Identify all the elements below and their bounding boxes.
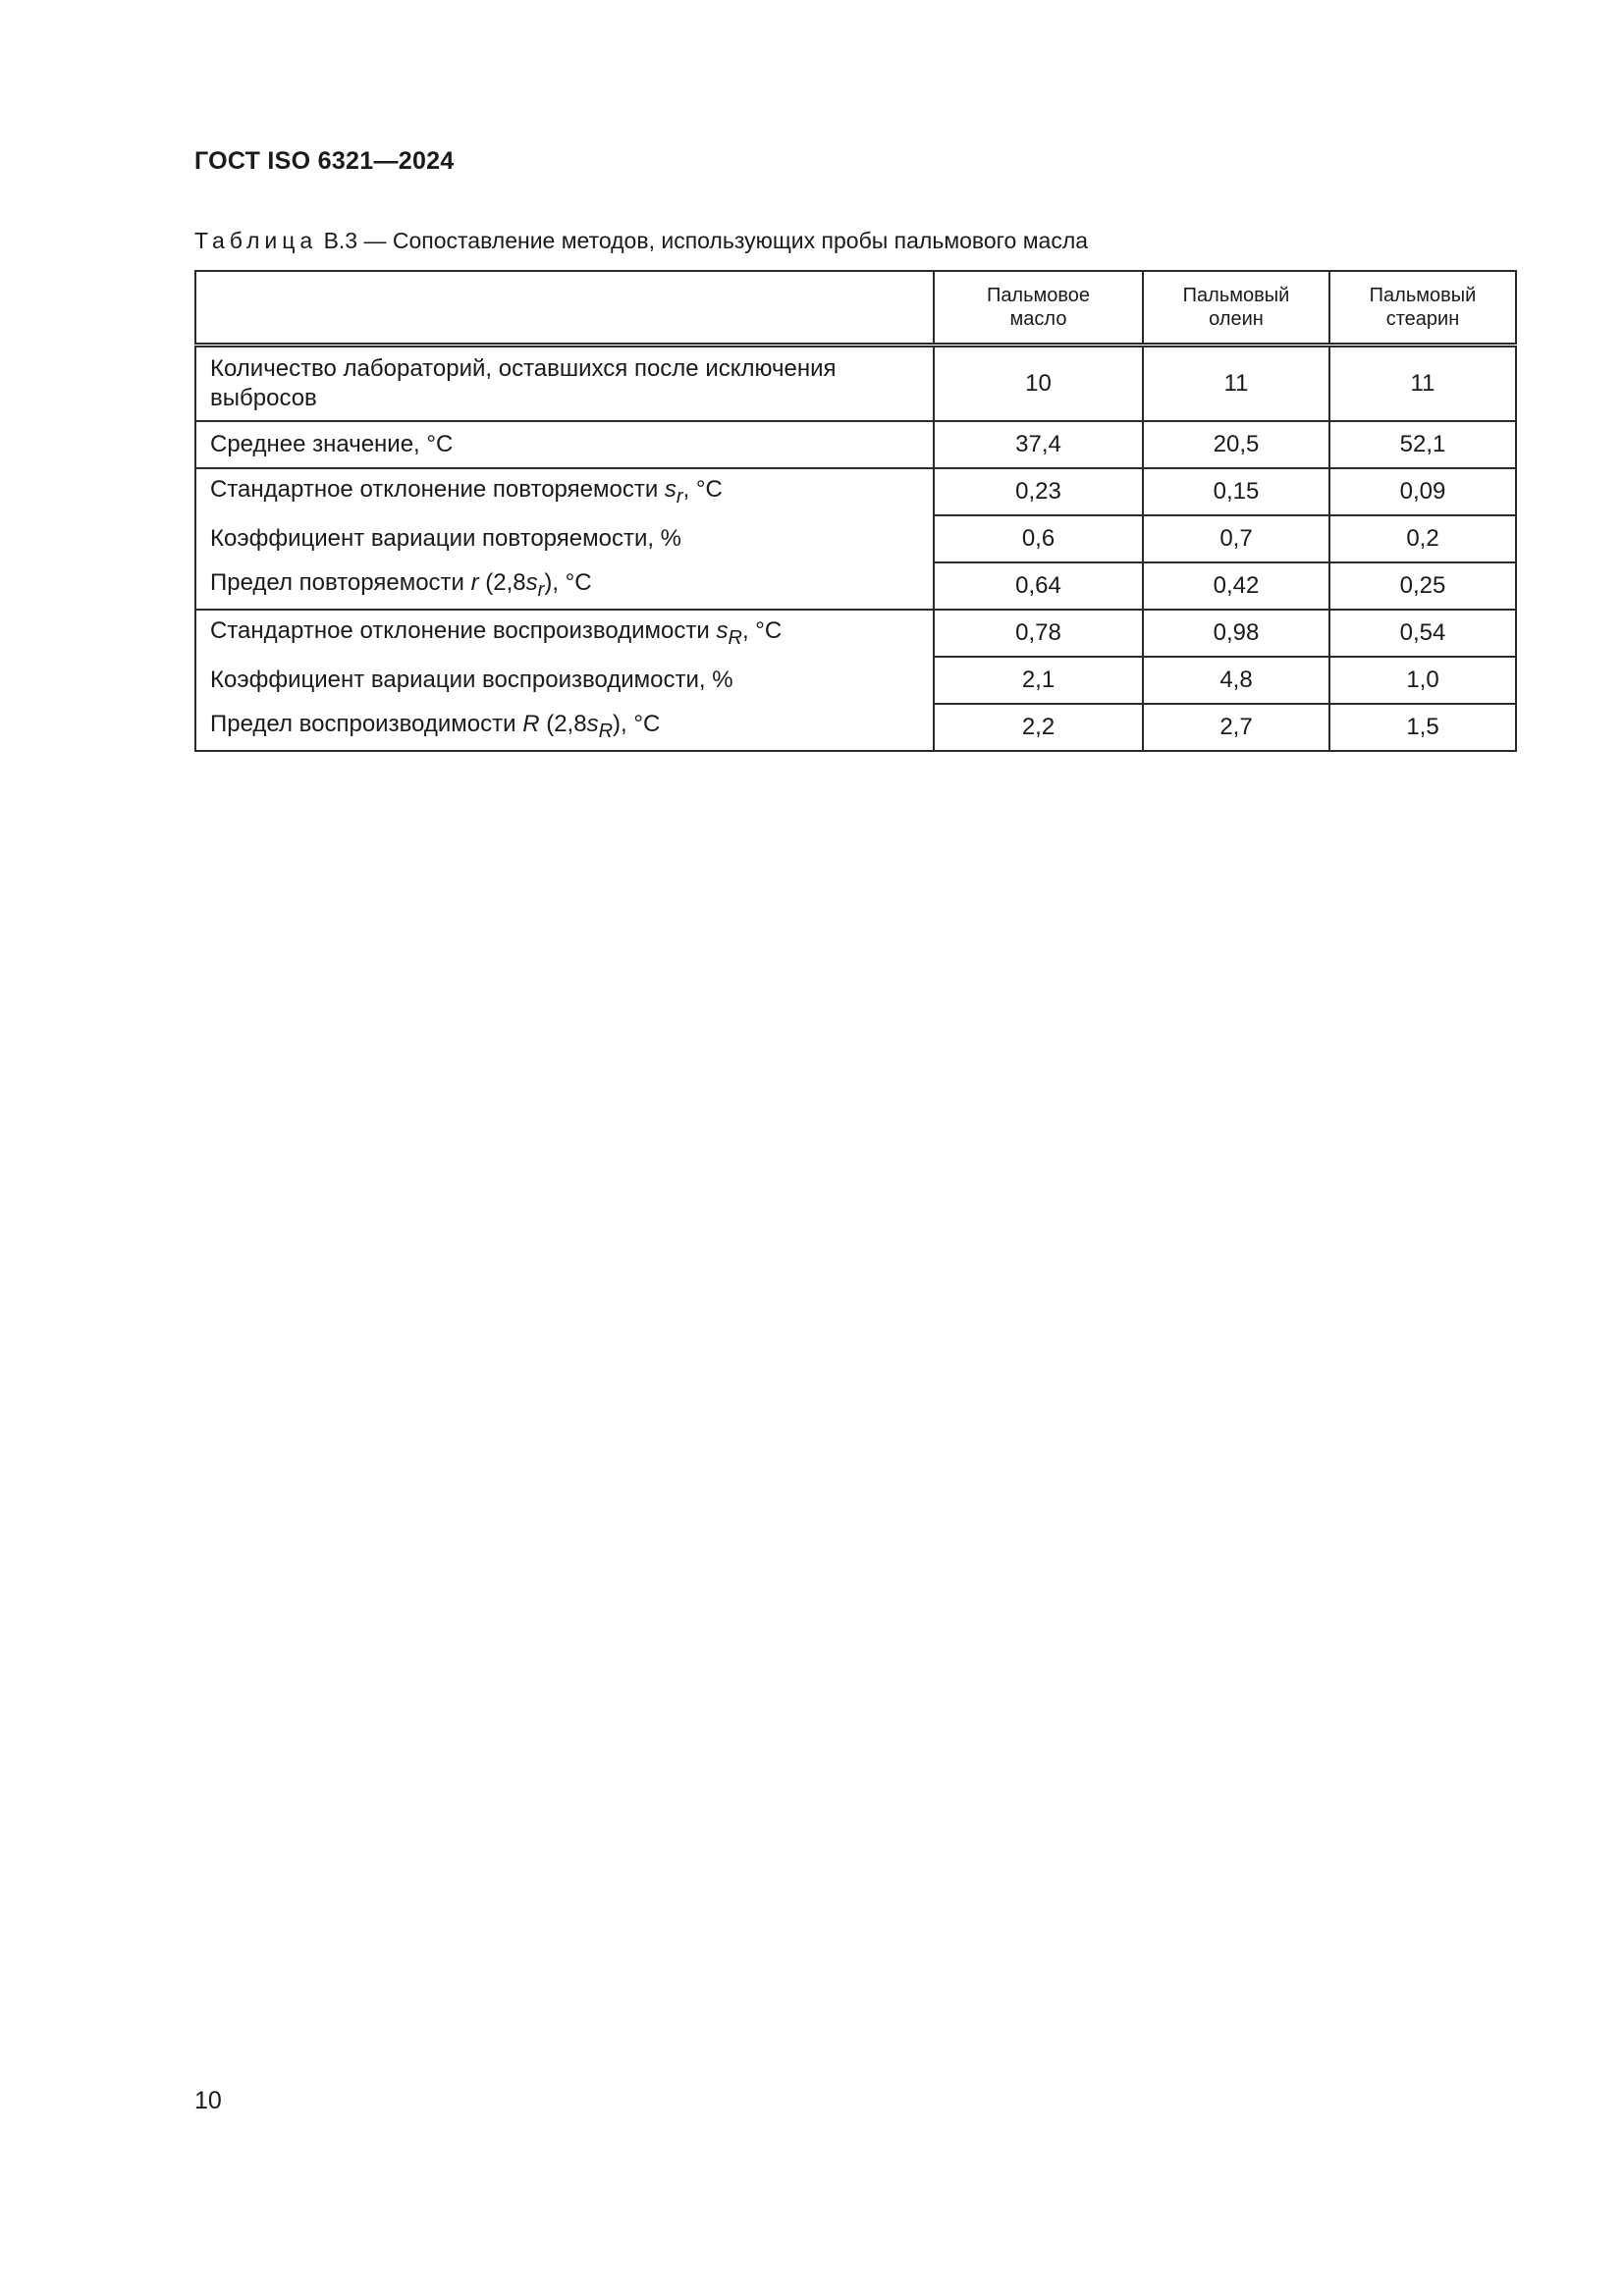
row-label-repeatability-cv: Коэффициент вариации повторяемости, % xyxy=(195,515,934,562)
table-cell: 0,42 xyxy=(1143,562,1329,610)
table-cell: 0,64 xyxy=(934,562,1143,610)
table-caption-label: Таблица xyxy=(194,228,318,253)
table-row xyxy=(195,515,1516,562)
table-header-row xyxy=(195,271,1516,346)
table-row xyxy=(195,421,1516,468)
header-cell-parameter xyxy=(195,271,934,346)
table-cell: 2,2 xyxy=(934,704,1143,751)
table-cell: 0,7 xyxy=(1143,515,1329,562)
row-label-reproducibility-sd: Стандартное отклонение воспроизводимости $s_R$, °C xyxy=(195,610,934,657)
table-row xyxy=(195,657,1516,704)
table-cell: 10 xyxy=(934,346,1143,422)
table-cell: 0,09 xyxy=(1329,468,1516,515)
table-cell: 37,4 xyxy=(934,421,1143,468)
table-cell: 2,1 xyxy=(934,657,1143,704)
table-cell: 2,7 xyxy=(1143,704,1329,751)
table-row xyxy=(195,610,1516,657)
table-row xyxy=(195,704,1516,751)
header-cell-palm-oil: Пальмовое масло xyxy=(934,271,1143,346)
table-cell: 0,23 xyxy=(934,468,1143,515)
document-header: ГОСТ ISO 6321—2024 xyxy=(194,147,455,175)
row-label-mean: Среднее значение, °C xyxy=(195,421,934,468)
table-cell: 0,15 xyxy=(1143,468,1329,515)
comparison-table xyxy=(194,270,1517,752)
table-cell: 52,1 xyxy=(1329,421,1516,468)
table-cell: 11 xyxy=(1143,346,1329,422)
table-cell: 0,2 xyxy=(1329,515,1516,562)
row-label-repeatability-limit: Предел повторяемости r $(2,8s_r)$, °C xyxy=(195,562,934,610)
table-cell: 4,8 xyxy=(1143,657,1329,704)
row-label-repeatability-sd: Стандартное отклонение повторяемости $s_r$, °C xyxy=(195,468,934,515)
table-cell: 0,25 xyxy=(1329,562,1516,610)
header-cell-palm-olein: Пальмовый олеин xyxy=(1143,271,1329,346)
table-cell: 0,54 xyxy=(1329,610,1516,657)
table-cell: 0,6 xyxy=(934,515,1143,562)
table-cell: 11 xyxy=(1329,346,1516,422)
row-label-reproducibility-cv: Коэффициент вариации воспроизводимости, % xyxy=(195,657,934,704)
table-caption xyxy=(194,228,1088,254)
table-cell: 20,5 xyxy=(1143,421,1329,468)
table-cell: 1,0 xyxy=(1329,657,1516,704)
table-caption-text: В.3 — Сопоставление методов, использующих пробы пальмового масла xyxy=(323,228,1089,253)
table-row xyxy=(195,346,1516,422)
header-cell-palm-stearin: Пальмовый стеарин xyxy=(1329,271,1516,346)
row-label-lab-count: Количество лабораторий, оставшихся после исключения выбросов xyxy=(195,346,934,422)
table-row xyxy=(195,468,1516,515)
page-number: 10 xyxy=(194,2087,222,2114)
table-cell: 0,78 xyxy=(934,610,1143,657)
table-row xyxy=(195,562,1516,610)
table-cell: 1,5 xyxy=(1329,704,1516,751)
table-cell: 0,98 xyxy=(1143,610,1329,657)
row-label-reproducibility-limit: Предел воспроизводимости R $(2,8s_R)$, °C xyxy=(195,704,934,751)
